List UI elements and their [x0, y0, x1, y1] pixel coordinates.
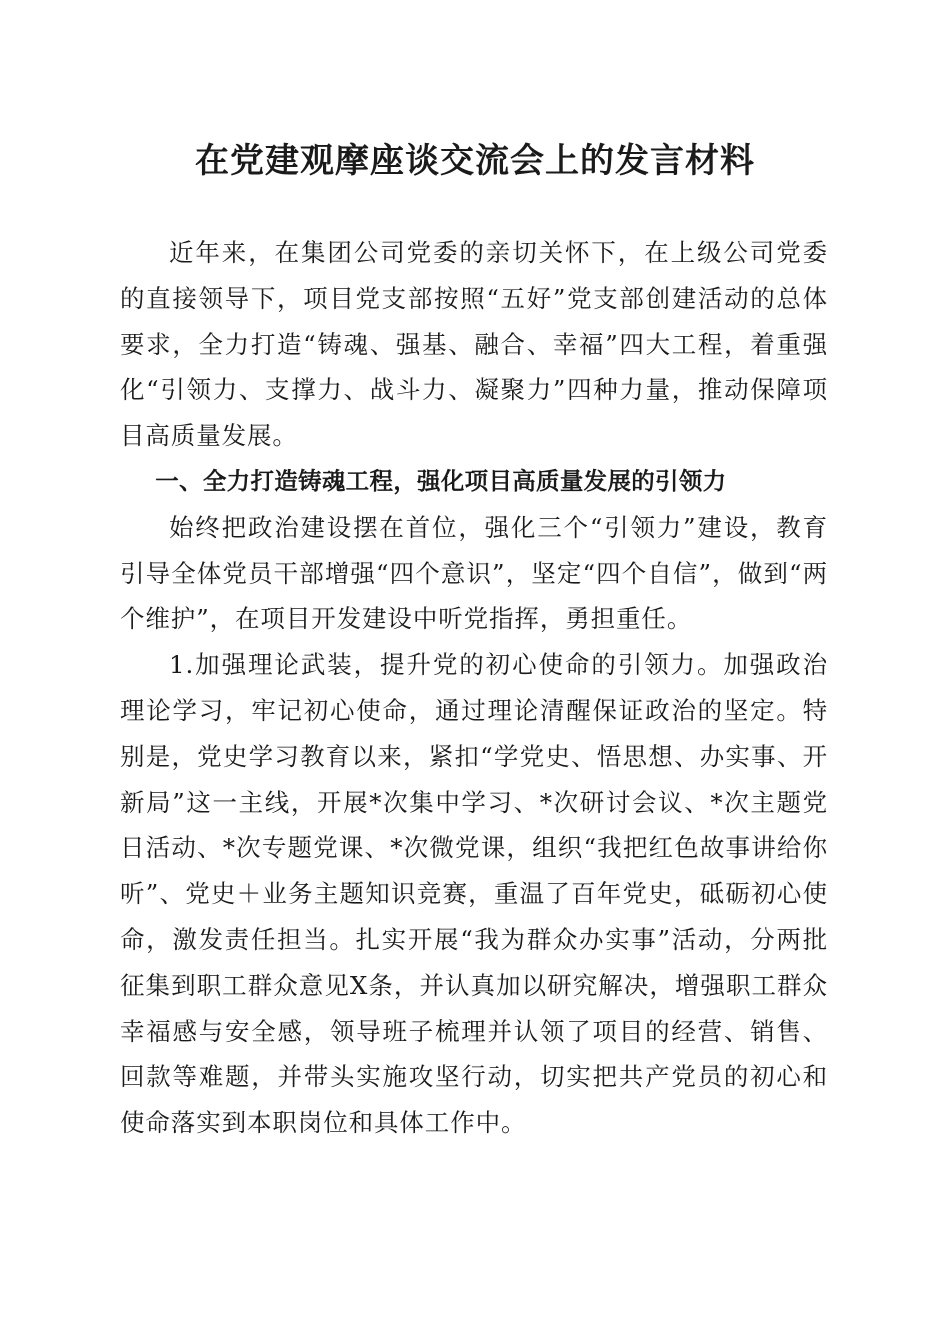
section-heading: 一、全力打造铸魂工程，强化项目高质量发展的引领力	[155, 466, 727, 495]
document-title: 在党建观摩座谈交流会上的发言材料	[195, 141, 755, 181]
document-body	[120, 230, 828, 1146]
intro-paragraph: 近年来，在集团公司党委的亲切关怀下，在上级公司党委的直接领导下，项目党支部按照“五好”党支部创建活动的总体要求，全力打造“铸魂、强基、融合、幸福”四大工程，着重强化“引领力、支撑力、战斗力、凝聚力”四种力量，推动保障项目高质量发展。	[120, 238, 828, 451]
section-paragraph: 始终把政治建设摆在首位，强化三个“引领力”建设，教育引导全体党员干部增强“四个意识”，坚定“四个自信”，做到“两个维护”，在项目开发建设中听党指挥，勇担重任。	[120, 512, 828, 634]
subsection-paragraph: 1.加强理论武装，提升党的初心使命的引领力。加强政治理论学习，牢记初心使命，通过理论清醒保证政治的坚定。特别是，党史学习教育以来，紧扣“学党史、悟思想、办实事、开新局”这一主线，开展*次集中学习、*次研讨会议、*次主题党日活动、*次专题党课、*次微党课，组织“我把红色故事讲给你听”、党史＋业务主题知识竞赛，重温了百年党史，砥砺初心使命，激发责任担当。扎实开展“我为群众办实事”活动，分两批征集到职工群众意见X条，并认真加以研究解决，增强职工群众幸福感与安全感，领导班子梳理并认领了项目的经营、销售、回款等难题，并带头实施攻坚行动，切实把共产党员的初心和使命落实到本职岗位和具体工作中。	[120, 650, 828, 1138]
